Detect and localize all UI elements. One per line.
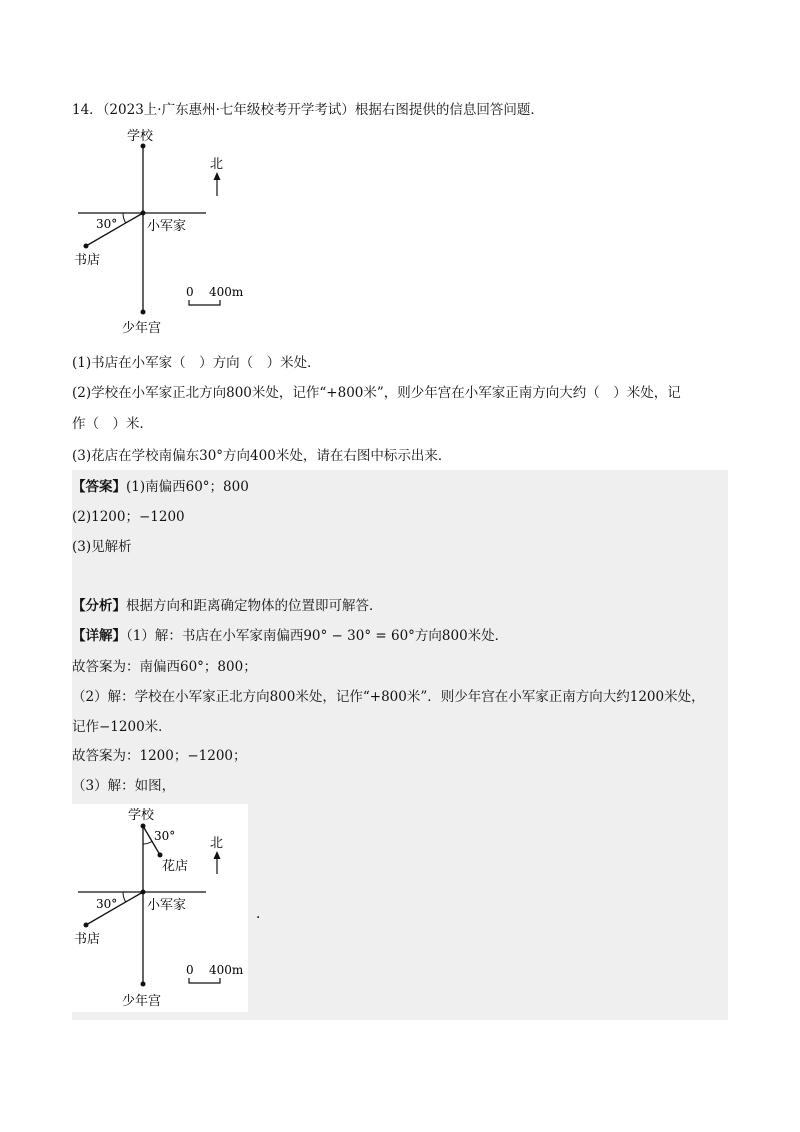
analysis-text: 根据方向和距离确定物体的位置即可解答．	[126, 598, 383, 614]
home-label: 小军家	[147, 898, 187, 913]
scale-length: 400m	[209, 963, 244, 977]
scale-bar	[189, 978, 220, 983]
question-source: （2023上·广东惠州·七年级校考开学考试）	[102, 102, 355, 118]
answer-1: (1)南偏西60°；800	[126, 479, 249, 495]
scale-zero: 0	[186, 963, 194, 977]
north-arrowhead-icon	[214, 172, 221, 180]
answer-line-1	[72, 477, 249, 497]
bookstore-point	[84, 923, 89, 928]
detail-2-line2: 记作−1200米．	[72, 719, 172, 735]
home-point	[141, 211, 146, 216]
palace-point	[141, 982, 146, 987]
detail-label: 【详解】	[72, 628, 126, 644]
scale-zero: 0	[186, 285, 194, 299]
detail-2-answer: 故答案为：1200；−1200；	[72, 748, 247, 764]
figure-1	[72, 122, 272, 342]
flower-shop-label: 花店	[162, 859, 189, 874]
palace-point	[141, 310, 146, 315]
detail-1-answer: 故答案为：南偏西60°；800；	[72, 659, 257, 675]
sub-question-2-line2: 作（ ）米．	[72, 416, 153, 432]
flower-shop-point	[158, 853, 163, 858]
school-label: 学校	[128, 808, 155, 823]
north-arrowhead-icon	[214, 851, 221, 859]
angle-arc	[123, 213, 126, 223]
answer-2: (2)1200；−1200	[72, 509, 185, 525]
home-label: 小军家	[147, 219, 187, 234]
question-number: 14．	[72, 102, 103, 118]
sub-question-2-line1: (2)学校在小军家正北方向800米处，记作“+800米”，则少年宫在小军家正南方向大约（ ）米处，记	[72, 385, 681, 401]
question-line	[72, 100, 544, 120]
trailing-period: ．	[256, 906, 270, 922]
school-point	[141, 144, 146, 149]
question-prompt: 根据右图提供的信息回答问题．	[354, 102, 544, 118]
sub-question-3: (3)花店在学校南偏东30°方向400米处，请在右图中标示出来．	[72, 448, 452, 464]
north-label: 北	[210, 157, 224, 172]
scale-bar	[189, 300, 220, 305]
analysis-label: 【分析】	[72, 598, 126, 614]
palace-label: 少年宫	[122, 994, 162, 1009]
detail-3: （3）解：如图，	[72, 778, 176, 794]
bookstore-label: 书店	[74, 932, 101, 947]
figure-2	[72, 804, 248, 1012]
answer-label: 【答案】	[72, 479, 126, 495]
detail-line-1	[72, 626, 508, 646]
detail-2-line1: （2）解：学校在小军家正北方向800米处，记作“+800米”．则少年宫在小军家正南方向大约1200米处，	[72, 689, 705, 705]
school-label: 学校	[127, 129, 154, 144]
school-point	[141, 824, 146, 829]
analysis-line	[72, 596, 383, 616]
angle-label: 30°	[96, 217, 118, 231]
palace-label: 少年宫	[122, 321, 162, 336]
angle-top-label: 30°	[154, 829, 176, 843]
bookstore-point	[84, 244, 89, 249]
answer-3: (3)见解析	[72, 539, 132, 555]
scale-length: 400m	[209, 285, 244, 299]
angle-arc-top	[143, 842, 152, 845]
detail-1: （1）解：书店在小军家南偏西90° − 30° = 60°方向800米处．	[126, 628, 509, 644]
angle-arc	[123, 892, 126, 902]
bookstore-label: 书店	[74, 253, 101, 268]
sub-question-1: (1)书店在小军家（ ）方向（ ）米处．	[72, 355, 321, 371]
angle-label: 30°	[96, 897, 118, 911]
home-point	[141, 890, 146, 895]
north-label: 北	[210, 836, 224, 851]
